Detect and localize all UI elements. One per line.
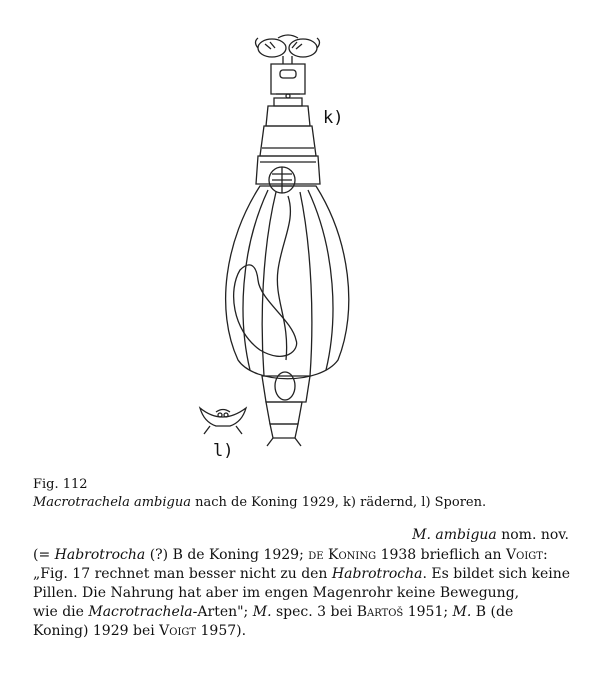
foot [262,372,310,446]
text-span: wie die [33,604,89,620]
text-span: 1951; [403,604,453,620]
neck-segments [256,94,320,184]
species-description [33,546,569,641]
genus-abbrev: M. [252,604,272,620]
mastax [269,167,295,193]
author-voigt: Voigt [506,547,543,563]
author-de-koning: de Koning [308,547,377,563]
genus-habrotrocha: Habrotrocha [331,566,423,582]
caption-species: Macrotrachela ambigua [33,495,191,510]
text-span: B (de [471,604,514,620]
text-span: 1957). [196,623,247,639]
desc-line-2 [33,565,569,584]
text-span: „Fig. 17 rechnet man besser nicht zu den [33,566,332,582]
text-span: 1938 brieflich an [376,547,507,563]
text-span: (= [33,547,55,563]
heading-suffix: nom. nov. [496,527,569,543]
text-span: : [542,547,548,563]
genus-habrotrocha: Habrotrocha [54,547,146,563]
caption-text [33,494,486,512]
text-span: (?) B de Koning 1929; [145,547,309,563]
figure-caption [33,476,486,512]
heading-genus: M. [412,527,431,543]
label-l: l) [213,441,234,461]
desc-line-5 [33,622,569,641]
head [271,64,305,94]
text-span: . Es bildet sich keine [422,566,571,582]
desc-line-4 [33,603,569,622]
author-voigt: Voigt [159,623,197,639]
genus-abbrev: M. [452,604,472,620]
genus-macrotrachela: Macrotrachela [88,604,193,620]
species-heading [33,527,569,543]
text-span: Koning) 1929 bei [33,623,160,639]
heading-species: ambigua [435,527,497,543]
text-span: spec. 3 bei [271,604,357,620]
desc-line-1 [33,546,569,565]
author-bartos: Bartoš [356,604,404,620]
desc-line-3: Pillen. Die Nahrung hat aber im engen Magenrohr keine Bewegung, [33,585,520,601]
corona-wheels [256,35,320,64]
text-span: -Arten"; [192,604,253,620]
figure-number: Fig. 112 [33,477,88,492]
label-k: k) [323,108,344,128]
body [226,186,349,379]
spores [200,408,246,434]
caption-rest: nach de Koning 1929, k) rädernd, l) Sporen. [190,495,487,510]
